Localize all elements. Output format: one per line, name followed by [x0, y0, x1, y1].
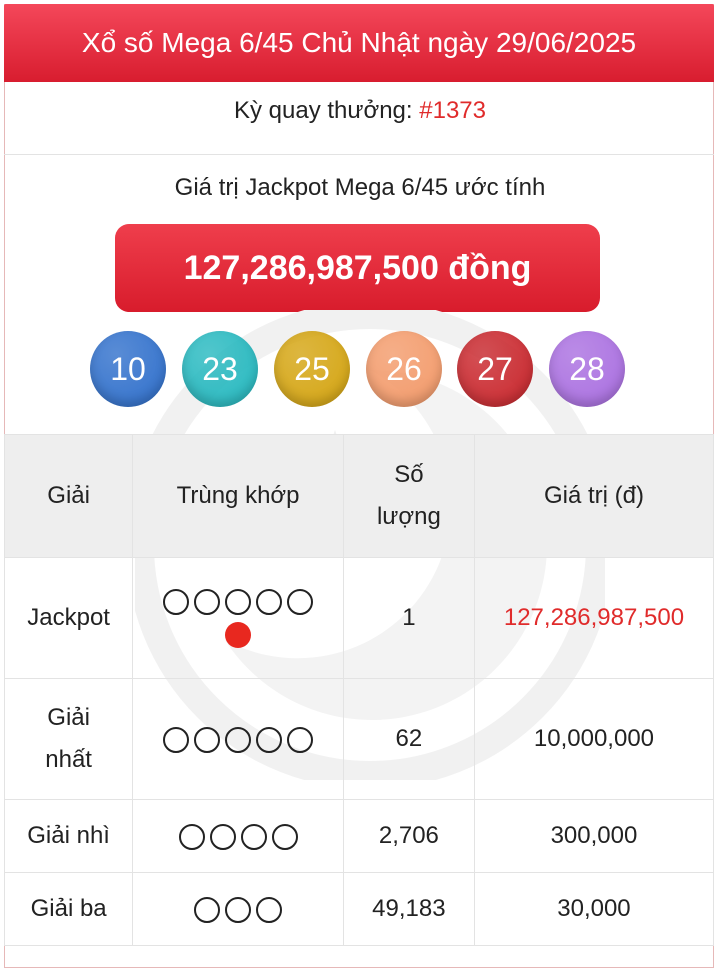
prize-name: Giải ba	[5, 873, 133, 946]
match-circles	[133, 558, 344, 679]
circle-icon	[256, 727, 282, 753]
table-row	[5, 679, 714, 800]
circle-icon	[194, 897, 220, 923]
prize-name: Giải nhì	[5, 800, 133, 873]
draw-label: Kỳ quay thưởng:	[234, 97, 420, 124]
table-row	[5, 558, 714, 679]
prize-value: 300,000	[474, 800, 713, 873]
match-circles	[133, 873, 344, 946]
prize-table	[4, 434, 714, 946]
circle-icon	[241, 824, 267, 850]
circle-icon	[179, 824, 205, 850]
result-ball-6: 28	[549, 331, 625, 407]
circle-icon	[194, 727, 220, 753]
header-prize: Giải	[5, 435, 133, 558]
circle-icon	[194, 589, 220, 615]
result-ball-4: 26	[366, 331, 442, 407]
winner-count: 49,183	[343, 873, 474, 946]
result-ball-3: 25	[274, 331, 350, 407]
table-row	[5, 800, 714, 873]
match-circles	[133, 800, 344, 873]
result-title: Xổ số Mega 6/45 Chủ Nhật ngày 29/06/2025	[81, 27, 637, 58]
header-value: Giá trị (đ)	[474, 435, 713, 558]
draw-info	[0, 97, 720, 125]
winner-count: 1	[343, 558, 474, 679]
match-circles	[133, 679, 344, 800]
circle-icon	[287, 589, 313, 615]
result-header	[4, 4, 714, 82]
filled-circle-icon	[225, 622, 251, 648]
circle-icon	[256, 589, 282, 615]
divider	[4, 154, 714, 155]
prize-value: 127,286,987,500	[474, 558, 713, 679]
header-match: Trùng khớp	[133, 435, 344, 558]
circle-icon	[163, 589, 189, 615]
winner-count: 2,706	[343, 800, 474, 873]
prize-name: Jackpot	[5, 558, 133, 679]
circle-icon	[225, 897, 251, 923]
prize-value: 30,000	[474, 873, 713, 946]
circle-icon	[163, 727, 189, 753]
prize-value: 10,000,000	[474, 679, 713, 800]
circle-icon	[272, 824, 298, 850]
circle-icon	[210, 824, 236, 850]
circle-icon	[256, 897, 282, 923]
header-count: Số lượng	[343, 435, 474, 558]
circle-icon	[225, 727, 251, 753]
result-ball-2: 23	[182, 331, 258, 407]
circle-icon	[225, 589, 251, 615]
result-ball-1: 10	[90, 331, 166, 407]
table-row	[5, 873, 714, 946]
winner-count: 62	[343, 679, 474, 800]
jackpot-label: Giá trị Jackpot Mega 6/45 ước tính	[174, 174, 546, 201]
jackpot-amount: 127,286,987,500 đồng	[115, 224, 600, 312]
prize-name: Giải nhất	[5, 679, 133, 800]
circle-icon	[287, 727, 313, 753]
result-ball-5: 27	[457, 331, 533, 407]
draw-number: #1373	[419, 97, 486, 124]
table-header-row	[5, 435, 714, 558]
